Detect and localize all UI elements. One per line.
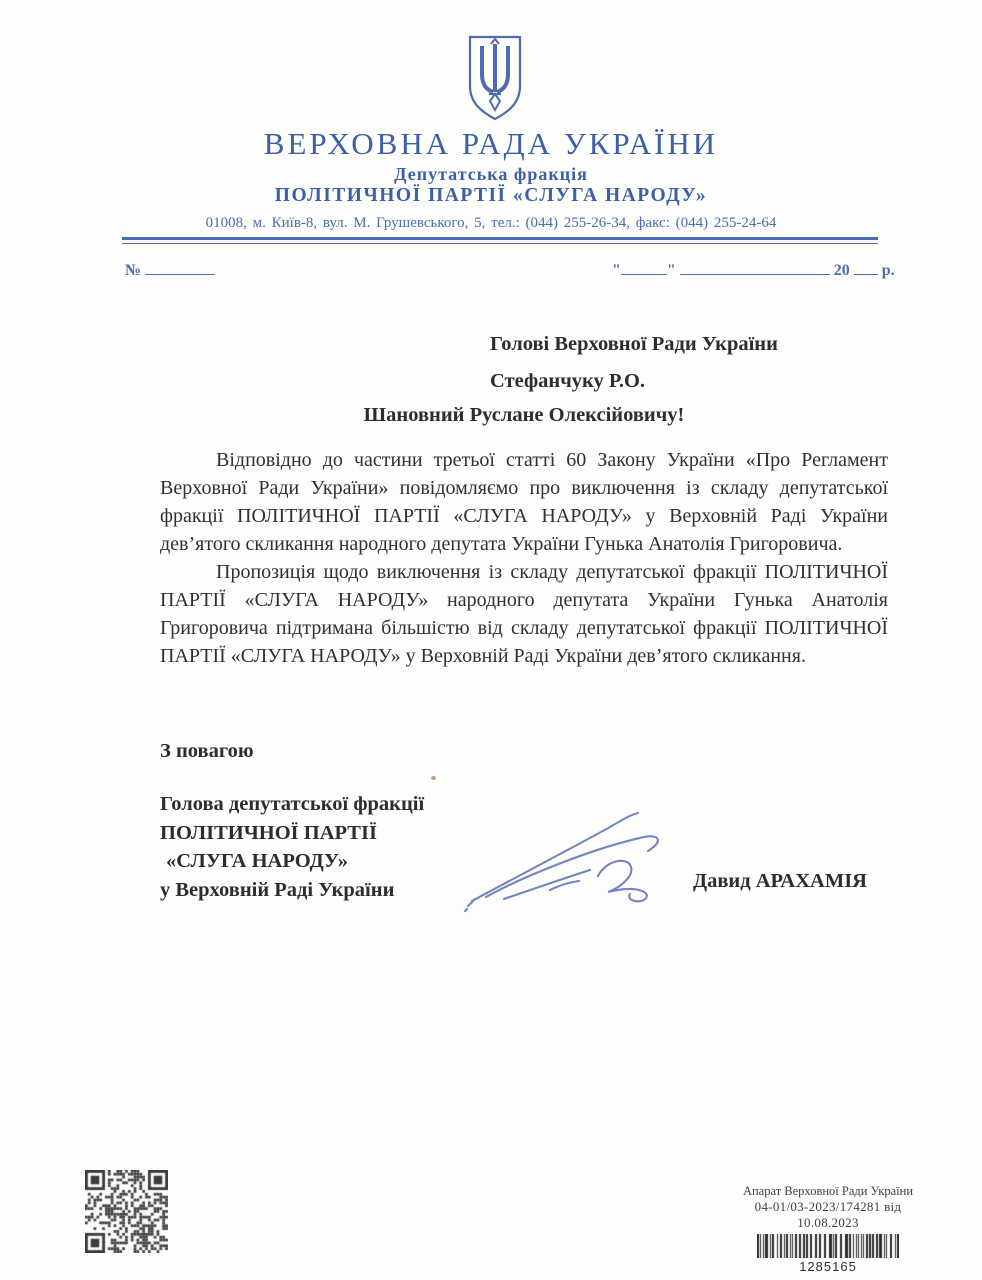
paragraph-2: Пропозиція щодо виключення із складу депутатської фракції ПОЛІТИЧНОЇ ПАРТІЇ «СЛУГА НАРОДУ» народного депутата України Гунька Анатолія Григоровича підтримана більшістю від складу депутатської фракції ПОЛІТИЧНОЇ ПАРТІЇ «СЛУГА НАРОДУ» у Верховній Раді України дев’ятого скликання. [160, 561, 888, 667]
document-date-field [612, 260, 895, 280]
year-blank-line [854, 260, 878, 275]
barcode [757, 1234, 899, 1258]
stamp-org-line: Апарат Верховної Ради України [742, 1184, 914, 1198]
year-suffix: р. [881, 262, 895, 279]
document-number-field [125, 260, 215, 280]
scan-artifact-dot [431, 776, 436, 780]
handwritten-signature [458, 800, 683, 915]
year-prefix: 20 [833, 262, 850, 279]
registration-stamp [728, 1184, 928, 1274]
faction-subtitle: Депутатська фракція [394, 164, 588, 184]
quote-close: " [666, 262, 676, 279]
signer-role-line-2: ПОЛІТИЧНОЇ ПАРТІЇ [160, 821, 377, 844]
letter-body [160, 446, 888, 670]
address-line: 01008, м. Київ-8, вул. М. Грушевського, 5, тел.: (044) 255-26-34, факс: (044) 255-24-64 [205, 215, 777, 231]
salutation: Шановний Руслане Олексійовичу! [363, 404, 685, 426]
signer-name: Давид АРАХАМІЯ [693, 870, 867, 892]
party-subtitle: ПОЛІТИЧНОЇ ПАРТІЇ «СЛУГА НАРОДУ» [274, 185, 708, 206]
signer-role-line-3: «СЛУГА НАРОДУ» [166, 850, 349, 872]
quote-open: " [612, 262, 621, 279]
stamp-reg-number: 04-01/03-2023/174281 від 10.08.2023 [754, 1199, 902, 1230]
number-label: № [125, 262, 142, 279]
qr-code [85, 1170, 168, 1253]
day-blank-line [621, 260, 667, 275]
barcode-number: 1285165 [799, 1259, 857, 1274]
number-blank-line [145, 260, 215, 275]
recipient-block [490, 326, 778, 400]
recipient-name: Стефанчуку Р.О. [490, 370, 646, 392]
organization-title: ВЕРХОВНА РАДА УКРАЇНИ [263, 126, 719, 161]
header-divider [122, 237, 878, 244]
ukraine-trident-emblem-icon [461, 34, 529, 122]
recipient-title: Голові Верховної Ради України [490, 333, 778, 355]
signature-title-block [160, 790, 424, 904]
closing-phrase: З повагою [160, 740, 254, 762]
signer-role-line-4: у Верховній Раді України [160, 878, 395, 901]
paragraph-1: Відповідно до частини третьої статті 60 Закону України «Про Регламент Верховної Ради України» повідомляємо про виключення із складу депутатської фракції ПОЛІТИЧНОЇ ПАРТІЇ «СЛУГА НАРОДУ» у Верховній Раді України дев’ятого скликання народного депутата України Гунька Анатолія Григоровича. [160, 449, 888, 555]
signer-role-line-1: Голова депутатської фракції [160, 793, 425, 815]
month-blank-line [680, 260, 830, 275]
